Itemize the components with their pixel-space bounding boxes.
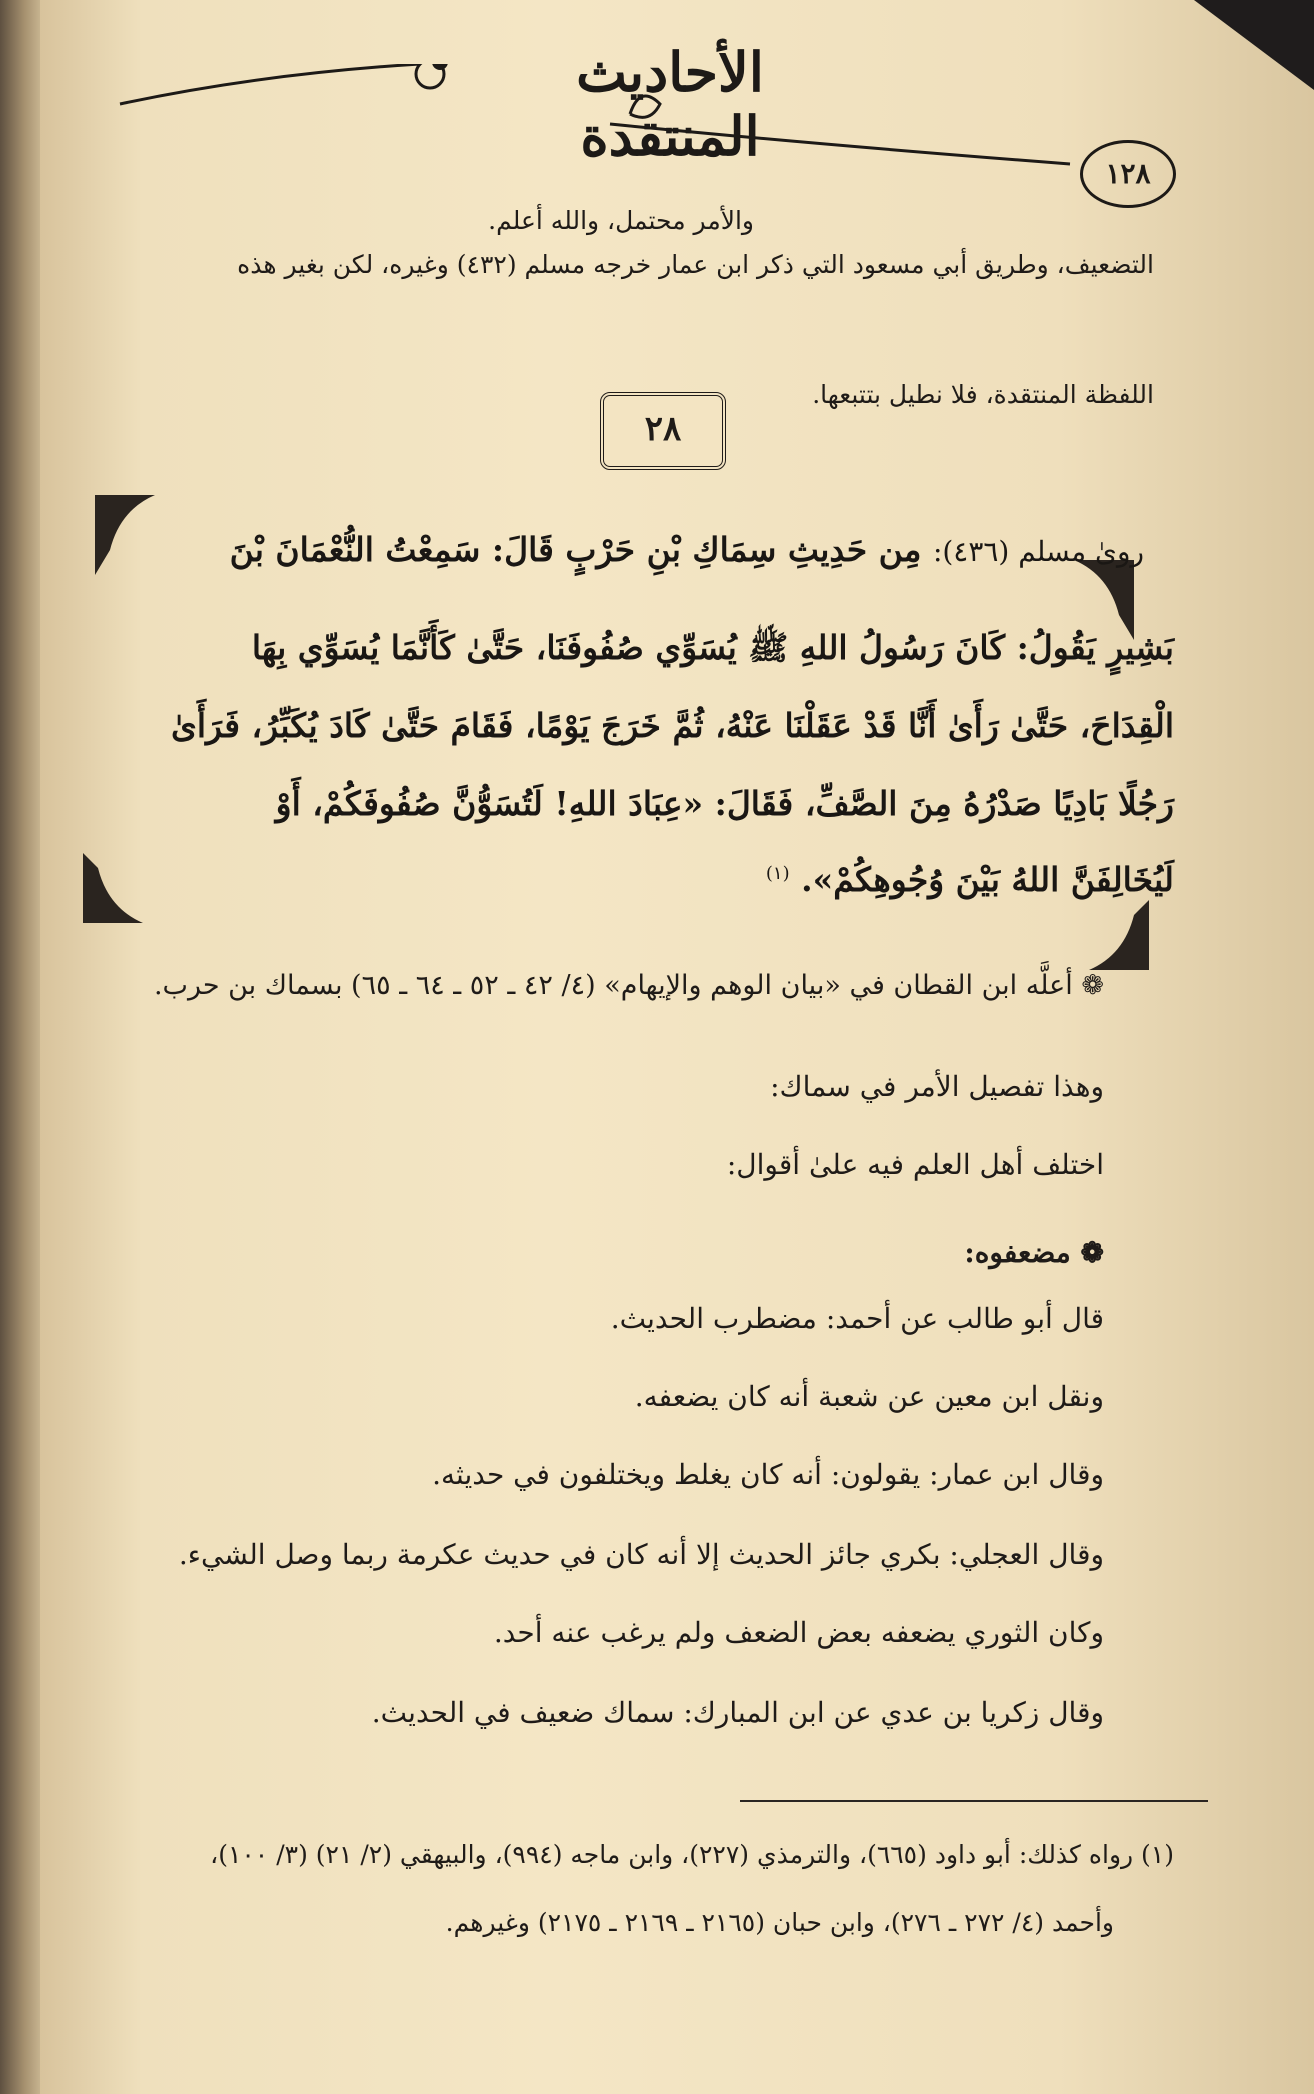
running-head-title: الأحاديث المنتقدة [576,40,764,168]
intro-line-2: التضعيف، وطريق أبي مسعود التي ذكر ابن عمار خرجه مسلم (٤٣٢) وغيره، لكن بغير هذه [237,250,1154,279]
discussion-line-1: ❁ أعلَّه ابن القطان في «بيان الوهم والإيهام» (٤/ ٤٢ ـ ٥٢ ـ ٦٤ ـ ٦٥) بسماك بن حرب. [153,970,1104,1001]
discussion-line-9: وكان الثوري يضعفه بعض الضعف ولم يرغب عنه أحد. [493,1616,1104,1649]
book-page [40,0,1314,2094]
discussion-line-6: ونقل ابن معين عن شعبة أنه كان يضعفه. [634,1380,1104,1413]
background-corner [1194,0,1314,90]
discussion-line-3: اختلف أهل العلم فيه علىٰ أقوال: [726,1148,1104,1181]
footnote-line-1: (١) رواه كذلك: أبو داود (٦٦٥)، والترمذي (٢٢٧)، وابن ماجه (٩٩٤)، والبيهقي (٢/ ٢١) (٣/ ١٠٠)، [210,1840,1174,1869]
page-number: ١٢٨ [1080,140,1176,208]
corner-ornament-bottom-right [1084,895,1154,975]
hadith-line-2: بَشِيرٍ يَقُولُ: كَانَ رَسُولُ اللهِ ﷺ يُسَوِّي صُفُوفَنَا، حَتَّىٰ كَأَنَّمَا يُسَوِّي بِهَا [251,628,1174,667]
hadith-line-4: رَجُلًا بَادِيًا صَدْرُهُ مِنَ الصَّفِّ، فَقَالَ: «عِبَادَ اللهِ! لَتُسَوُّنَّ صُفُوفَكُمْ، أَوْ [275,784,1174,823]
intro-line-1: والأمر محتمل، والله أعلم. [488,206,754,235]
footnote-line-2: وأحمد (٤/ ٢٧٢ ـ ٢٧٦)، وابن حبان (٢١٦٥ ـ ٢١٦٩ ـ ٢١٧٥) وغيرهم. [445,1908,1114,1937]
discussion-line-10: وقال زكريا بن عدي عن ابن المبارك: سماك ضعيف في الحديث. [371,1696,1104,1729]
intro-line-3: اللفظة المنتقدة، فلا نطيل بتتبعها. [812,380,1154,409]
hadith-line-3: الْقِدَاحَ، حَتَّىٰ رَأَىٰ أَنَّا قَدْ عَقَلْنَا عَنْهُ، ثُمَّ خَرَجَ يَوْمًا، فَقَامَ حَتَّىٰ كَادَ يُكَبِّرُ، فَرَأَىٰ [171,706,1174,745]
hadith-lead: روىٰ مسلم (٤٣٦): [932,535,1144,568]
footnote-marker: (١) [765,863,790,884]
discussion-line-4: ❁ مضعفوه: [964,1236,1104,1269]
discussion-line-7: وقال ابن عمار: يقولون: أنه كان يغلط ويختلفون في حديثه. [432,1458,1104,1491]
hadith-line-5-text: لَيُخَالِفَنَّ اللهُ بَيْنَ وُجُوهِكُمْ». [801,860,1174,899]
corner-ornament-bottom-left [78,848,148,928]
hadith-line-1 [230,530,1144,569]
corner-ornament-top-left [90,490,160,580]
hadith-number-badge: ٢٨ [600,392,726,470]
hadith-line-5 [766,860,1174,899]
discussion-line-5: قال أبو طالب عن أحمد: مضطرب الحديث. [610,1302,1104,1335]
discussion-line-8: وقال العجلي: بكري جائز الحديث إلا أنه كان في حديث عكرمة ربما وصل الشيء. [178,1538,1104,1571]
footnote-separator [740,1800,1208,1802]
hadith-line-1-text: مِن حَدِيثِ سِمَاكِ بْنِ حَرْبٍ قَالَ: سَمِعْتُ النُّعْمَانَ بْنَ [229,530,922,569]
discussion-line-2: وهذا تفصيل الأمر في سماك: [770,1070,1104,1103]
